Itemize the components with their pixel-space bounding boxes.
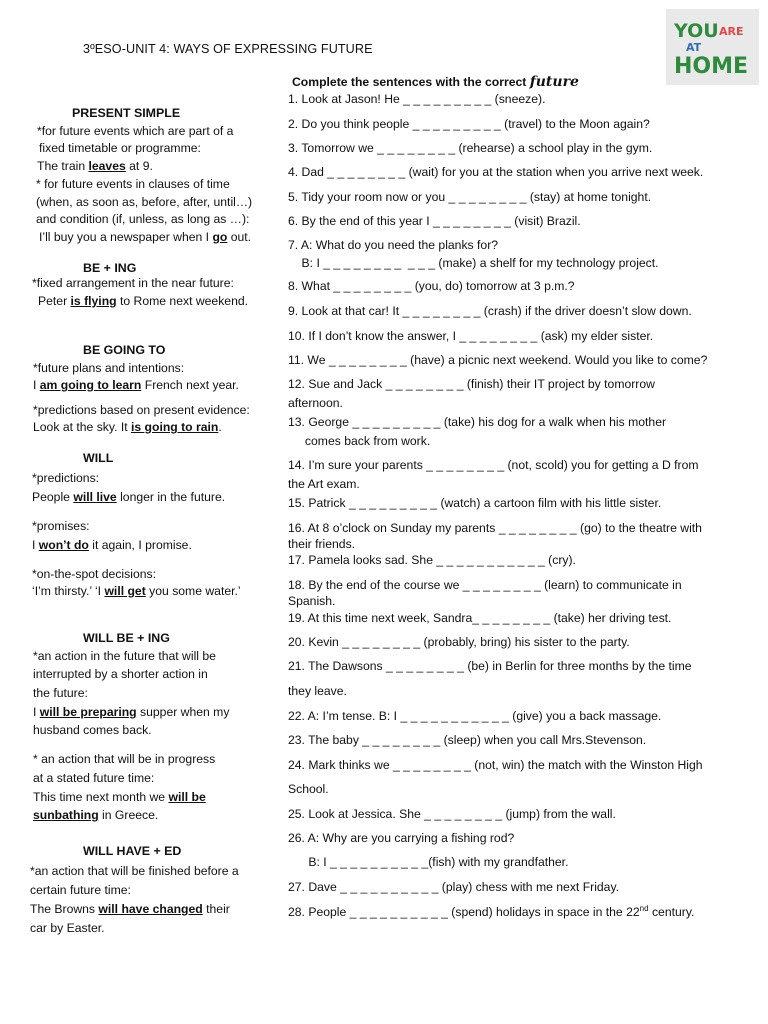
exercise-item: 5. Tidy your room now or you _ _ _ _ _ _ _ _ (stay) at home tonight. — [288, 190, 652, 204]
exercise-item: 11. We _ _ _ _ _ _ _ _ (have) a picnic next weekend. Would you like to come? — [288, 353, 708, 367]
exercise-item: 26. A: Why are you carrying a fishing rod? — [288, 831, 515, 845]
note-line: and condition (if, unless, as long as …): — [36, 212, 250, 226]
exercise-item: 16. At 8 o’clock on Sunday my parents _ _ _ _ _ _ _ _ (go) to the theatre with — [288, 521, 702, 535]
example-line: I am going to learn French next year. — [33, 378, 239, 392]
heading-be-ing: BE + ING — [83, 261, 137, 275]
exercise-item: 28. People _ _ _ _ _ _ _ _ _ _ (spend) holidays in space in the 22nd century. — [288, 903, 695, 919]
example-line: husband comes back. — [33, 723, 152, 737]
exercise-item: afternoon. — [288, 396, 343, 410]
exercise-item: 14. I’m sure your parents _ _ _ _ _ _ _ _ (not, scold) you for getting a D from — [288, 458, 699, 472]
svg-text:ARE: ARE — [719, 25, 744, 38]
exercise-item: 27. Dave _ _ _ _ _ _ _ _ _ _ (play) chess with me next Friday. — [288, 880, 620, 894]
exercise-item: 23. The baby _ _ _ _ _ _ _ _ (sleep) when you call Mrs.Stevenson. — [288, 733, 647, 747]
note-line: *promises: — [32, 519, 90, 533]
note-line: at a stated future time: — [33, 771, 155, 785]
note-line: (when, as soon as, before, after, until…) — [36, 195, 253, 209]
heading-be-going-to: BE GOING TO — [83, 343, 166, 357]
note-line: *predictions based on present evidence: — [33, 403, 250, 417]
note-line: interrupted by a shorter action in — [33, 667, 208, 681]
exercise-item: 10. If I don’t know the answer, I _ _ _ _ _ _ _ _ (ask) my elder sister. — [288, 329, 654, 343]
svg-text:AT: AT — [686, 41, 702, 54]
exercise-item: 18. By the end of the course we _ _ _ _ _ _ _ _ (learn) to communicate in — [288, 578, 682, 592]
exercise-item: 15. Patrick _ _ _ _ _ _ _ _ _ (watch) a cartoon film with his little sister. — [288, 496, 662, 510]
note-line: * an action that will be in progress — [33, 752, 216, 766]
exercise-item: 22. A: I’m tense. B: I _ _ _ _ _ _ _ _ _ _ _ (give) you a back massage. — [288, 709, 662, 723]
example-line: Look at the sky. It is going to rain. — [33, 420, 222, 434]
exercise-item: 3. Tomorrow we _ _ _ _ _ _ _ _ (rehearse) a school play in the gym. — [288, 141, 653, 155]
example-line: This time next month we will be — [33, 790, 206, 804]
example-line: I will be preparing supper when my — [33, 705, 230, 719]
note-line: *future plans and intentions: — [33, 361, 185, 375]
exercise-item: B: I _ _ _ _ _ _ _ _ _ _(fish) with my grandfather. — [288, 855, 569, 869]
exercise-item: 9. Look at that car! It _ _ _ _ _ _ _ _ (crash) if the driver doesn’t slow down. — [288, 304, 692, 318]
heading-will: WILL — [83, 451, 114, 465]
exercise-item: their friends. — [288, 537, 356, 551]
exercise-item: they leave. — [288, 684, 347, 698]
exercise-item: 1. Look at Jason! He _ _ _ _ _ _ _ _ _ (sneeze). — [288, 92, 546, 106]
exercise-item: 20. Kevin _ _ _ _ _ _ _ _ (probably, bring) his sister to the party. — [288, 635, 630, 649]
exercise-item: 21. The Dawsons _ _ _ _ _ _ _ _ (be) in Berlin for three months by the time — [288, 659, 692, 673]
heading-will-be-ing: WILL BE + ING — [83, 631, 170, 645]
note-line: the future: — [33, 686, 88, 700]
example-line: I’ll buy you a newspaper when I go out. — [39, 230, 252, 244]
note-line: *fixed arrangement in the near future: — [32, 276, 234, 290]
note-line: *an action in the future that will be — [33, 649, 216, 663]
example-line: The train leaves at 9. — [37, 159, 153, 173]
note-line: *predictions: — [32, 471, 100, 485]
exercise-item: 7. A: What do you need the planks for? — [288, 238, 499, 252]
heading-will-have-ed: WILL HAVE + ED — [83, 844, 182, 858]
exercise-item: 24. Mark thinks we _ _ _ _ _ _ _ _ (not, win) the match with the Winston High — [288, 758, 703, 772]
exercise-item: B: I _ _ _ _ _ _ _ _ _ _ _ (make) a shelf for my technology project. — [288, 256, 659, 270]
heading-present-simple: PRESENT SIMPLE — [72, 106, 181, 120]
example-line: Peter is flying to Rome next weekend. — [38, 294, 249, 308]
svg-text:HOME: HOME — [674, 54, 749, 79]
note-line: *for future events which are part of a — [37, 124, 234, 138]
exercise-item: 4. Dad _ _ _ _ _ _ _ _ (wait) for you at the station when you arrive next week. — [288, 165, 704, 179]
example-line: People will live longer in the future. — [32, 490, 226, 504]
note-line: certain future time: — [30, 883, 131, 897]
example-line: ‘I’m thirsty.’ ‘I will get you some water.’ — [32, 584, 241, 598]
exercise-item: the Art exam. — [288, 477, 360, 491]
exercise-item: 17. Pamela looks sad. She _ _ _ _ _ _ _ _ _ _ _ (cry). — [288, 553, 576, 567]
exercise-item: 13. George _ _ _ _ _ _ _ _ _ (take) his dog for a walk when his mother — [288, 415, 667, 429]
example-line: The Browns will have changed their — [30, 902, 230, 916]
worksheet-title: 3ºESO-UNIT 4: WAYS OF EXPRESSING FUTURE — [83, 42, 373, 56]
example-line: sunbathing in Greece. — [33, 808, 159, 822]
exercise-item: Spanish. — [288, 594, 336, 608]
exercise-instruction: Complete the sentences with the correct future — [292, 74, 579, 90]
note-line: * for future events in clauses of time — [36, 177, 230, 191]
example-line: car by Easter. — [30, 921, 105, 935]
instruction-keyword: future — [529, 74, 579, 90]
note-line: fixed timetable or programme: — [39, 141, 201, 155]
exercise-item: 12. Sue and Jack _ _ _ _ _ _ _ _ (finish) their IT project by tomorrow — [288, 377, 655, 391]
note-line: *on-the-spot decisions: — [32, 567, 156, 581]
svg-text:YOU: YOU — [674, 20, 719, 42]
exercise-item: 25. Look at Jessica. She _ _ _ _ _ _ _ _ (jump) from the wall. — [288, 807, 616, 821]
exercise-item: 8. What _ _ _ _ _ _ _ _ (you, do) tomorrow at 3 p.m.? — [288, 279, 575, 293]
exercise-item: 2. Do you think people _ _ _ _ _ _ _ _ _ (travel) to the Moon again? — [288, 117, 650, 131]
exercise-item: comes back from work. — [288, 434, 431, 448]
exercise-item: 6. By the end of this year I _ _ _ _ _ _ _ _ (visit) Brazil. — [288, 214, 581, 228]
example-line: I won’t do it again, I promise. — [32, 538, 192, 552]
note-line: *an action that will be finished before a — [30, 864, 239, 878]
exercise-item: School. — [288, 782, 329, 796]
ordinal-suffix: nd — [639, 903, 649, 913]
exercise-item: 19. At this time next week, Sandra_ _ _ _ _ _ _ _ (take) her driving test. — [288, 611, 672, 625]
